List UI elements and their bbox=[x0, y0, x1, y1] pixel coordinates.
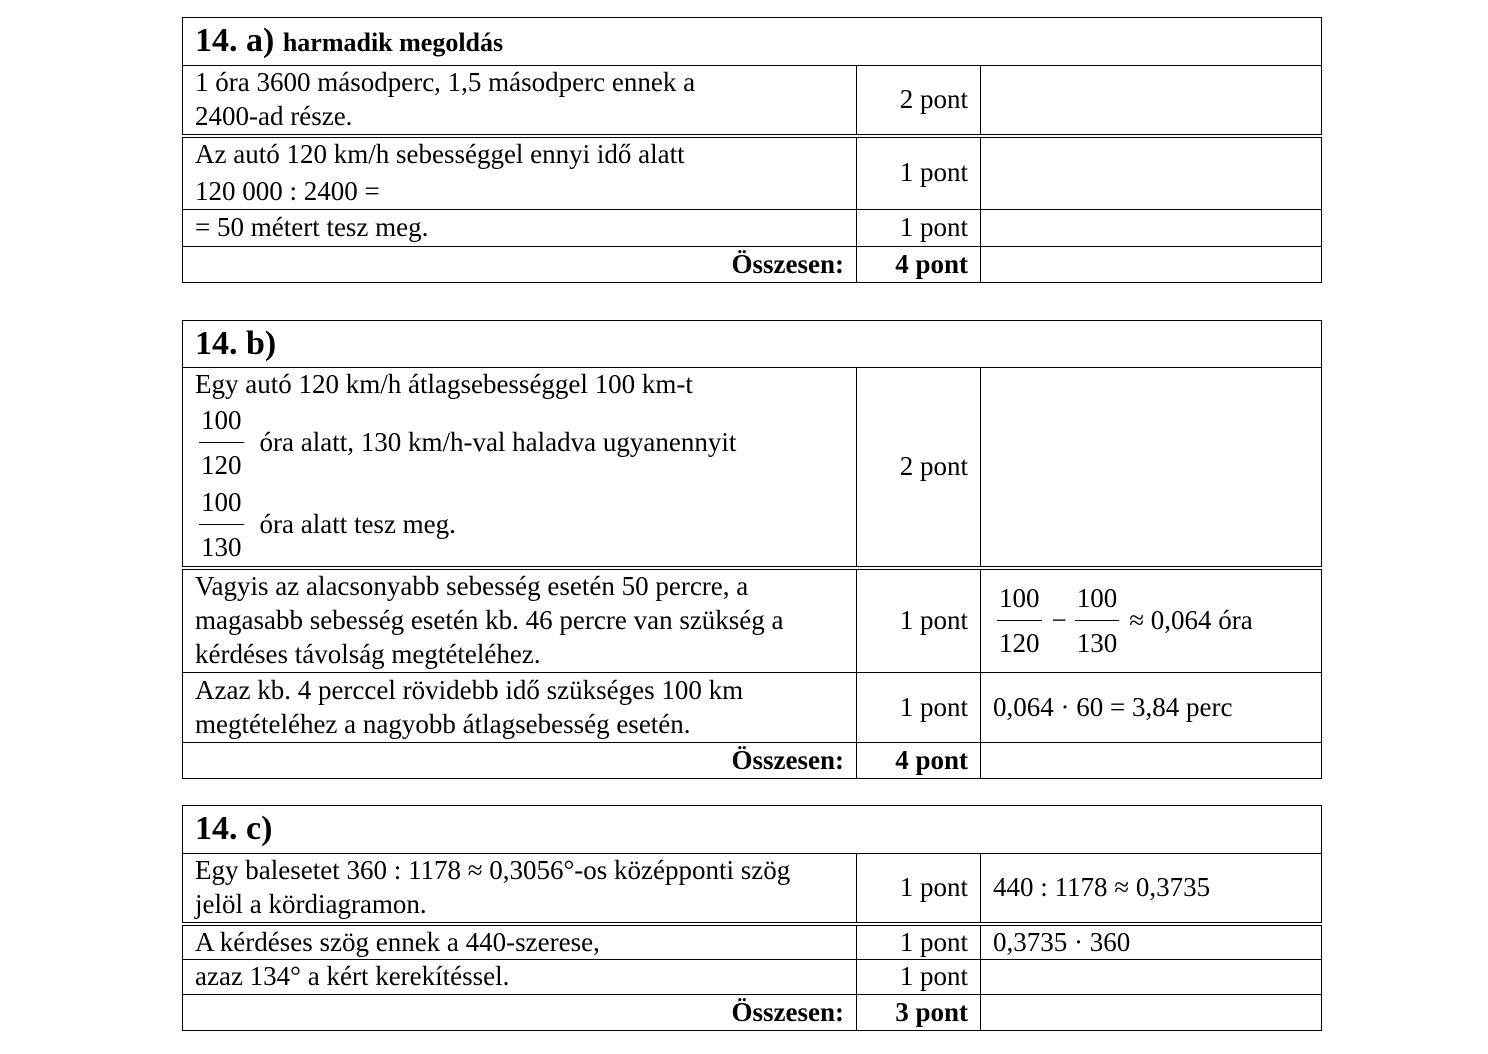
table-row bbox=[183, 66, 1322, 136]
table-row bbox=[183, 568, 1322, 673]
section-number: 14. a) bbox=[195, 22, 275, 60]
fraction-numerator: 100 bbox=[199, 402, 244, 443]
step-text-line: óra alatt tesz meg. bbox=[259, 508, 456, 539]
total-row bbox=[183, 743, 1322, 779]
total-row bbox=[183, 995, 1322, 1031]
solution-table-14b bbox=[182, 320, 1322, 779]
fraction-numerator: 100 bbox=[1075, 580, 1120, 621]
step-text-line: Az autó 120 km/h sebességgel ennyi idő alatt bbox=[195, 138, 685, 169]
note bbox=[981, 368, 1322, 568]
note bbox=[981, 66, 1322, 136]
points: 2 pont bbox=[857, 368, 981, 568]
note: 0,3735 · 360 bbox=[981, 924, 1322, 960]
step-text bbox=[183, 136, 857, 210]
note bbox=[981, 743, 1322, 779]
points: 1 pont bbox=[857, 210, 981, 247]
table-row bbox=[183, 210, 1322, 247]
step-text: 1 óra 3600 másodperc, 1,5 másodperc ennek a 2400-ad része. bbox=[183, 66, 857, 136]
points: 1 pont bbox=[857, 673, 981, 743]
step-text: = 50 métert tesz meg. bbox=[183, 210, 857, 247]
note: 0,064 · 60 = 3,84 perc bbox=[981, 673, 1322, 743]
points: 1 pont bbox=[857, 568, 981, 673]
note-formula bbox=[993, 580, 1309, 662]
total-points: 4 pont bbox=[857, 247, 981, 283]
step-text-line: Egy autó 120 km/h átlagsebességgel 100 km-t bbox=[195, 369, 693, 399]
step-text-line: óra alatt, 130 km/h-val haladva ugyanennyit bbox=[259, 426, 737, 457]
section-title bbox=[183, 18, 1322, 66]
fraction-numerator: 100 bbox=[199, 484, 244, 525]
step-text bbox=[183, 368, 857, 568]
total-label: Összesen: bbox=[183, 247, 857, 283]
points: 1 pont bbox=[857, 924, 981, 960]
step-formula: 120 000 : 2400 = bbox=[195, 176, 380, 207]
table-row bbox=[183, 854, 1322, 924]
fraction-line bbox=[195, 484, 844, 566]
note bbox=[981, 995, 1322, 1031]
note bbox=[981, 568, 1322, 673]
section-title bbox=[183, 321, 1322, 368]
fraction bbox=[199, 402, 244, 484]
total-points: 4 pont bbox=[857, 743, 981, 779]
fraction-numerator: 100 bbox=[997, 580, 1042, 621]
points: 2 pont bbox=[857, 66, 981, 136]
section-number: 14. b) bbox=[195, 324, 277, 362]
fraction bbox=[199, 484, 244, 566]
note-result: ≈ 0,064 óra bbox=[1129, 604, 1253, 635]
section-subtitle: harmadik megoldás bbox=[282, 28, 504, 58]
note bbox=[981, 960, 1322, 995]
solution-table-14c bbox=[182, 805, 1322, 1031]
solution-table-14a bbox=[182, 17, 1322, 283]
step-text: A kérdéses szög ennek a 440-szerese, bbox=[183, 924, 857, 960]
note bbox=[981, 210, 1322, 247]
section-number: 14. c) bbox=[195, 810, 273, 848]
step-text: Egy balesetet 360 : 1178 ≈ 0,3056°-os középponti szög jelöl a kördiagramon. bbox=[183, 854, 857, 924]
fraction-denominator: 120 bbox=[999, 628, 1040, 659]
note bbox=[981, 247, 1322, 283]
table-row bbox=[183, 960, 1322, 995]
fraction-denominator: 130 bbox=[201, 532, 242, 563]
total-points: 3 pont bbox=[857, 995, 981, 1031]
table-row bbox=[183, 368, 1322, 568]
table-row bbox=[183, 136, 1322, 210]
table-row bbox=[183, 673, 1322, 743]
fraction bbox=[1075, 580, 1120, 662]
total-row bbox=[183, 247, 1322, 283]
fraction-line bbox=[195, 402, 844, 484]
points: 1 pont bbox=[857, 960, 981, 995]
step-text: azaz 134° a kért kerekítéssel. bbox=[183, 960, 857, 995]
table-row bbox=[183, 924, 1322, 960]
step-text: Vagyis az alacsonyabb sebesség esetén 50 percre, a magasabb sebesség esetén kb. 46 percre van szükség a kérdéses távolság megtételéhez. bbox=[183, 568, 857, 673]
points: 1 pont bbox=[857, 854, 981, 924]
fraction-denominator: 130 bbox=[1076, 628, 1118, 659]
total-label: Összesen: bbox=[183, 995, 857, 1031]
minus-sign: − bbox=[1051, 604, 1067, 635]
step-text: Azaz kb. 4 perccel rövidebb idő szükséges 100 km megtételéhez a nagyobb átlagsebesség esetén. bbox=[183, 673, 857, 743]
note bbox=[981, 136, 1322, 210]
note: 440 : 1178 ≈ 0,3735 bbox=[981, 854, 1322, 924]
fraction bbox=[997, 580, 1042, 662]
fraction-denominator: 120 bbox=[201, 450, 242, 481]
points: 1 pont bbox=[857, 136, 981, 210]
total-label: Összesen: bbox=[183, 743, 857, 779]
section-title bbox=[183, 806, 1322, 854]
